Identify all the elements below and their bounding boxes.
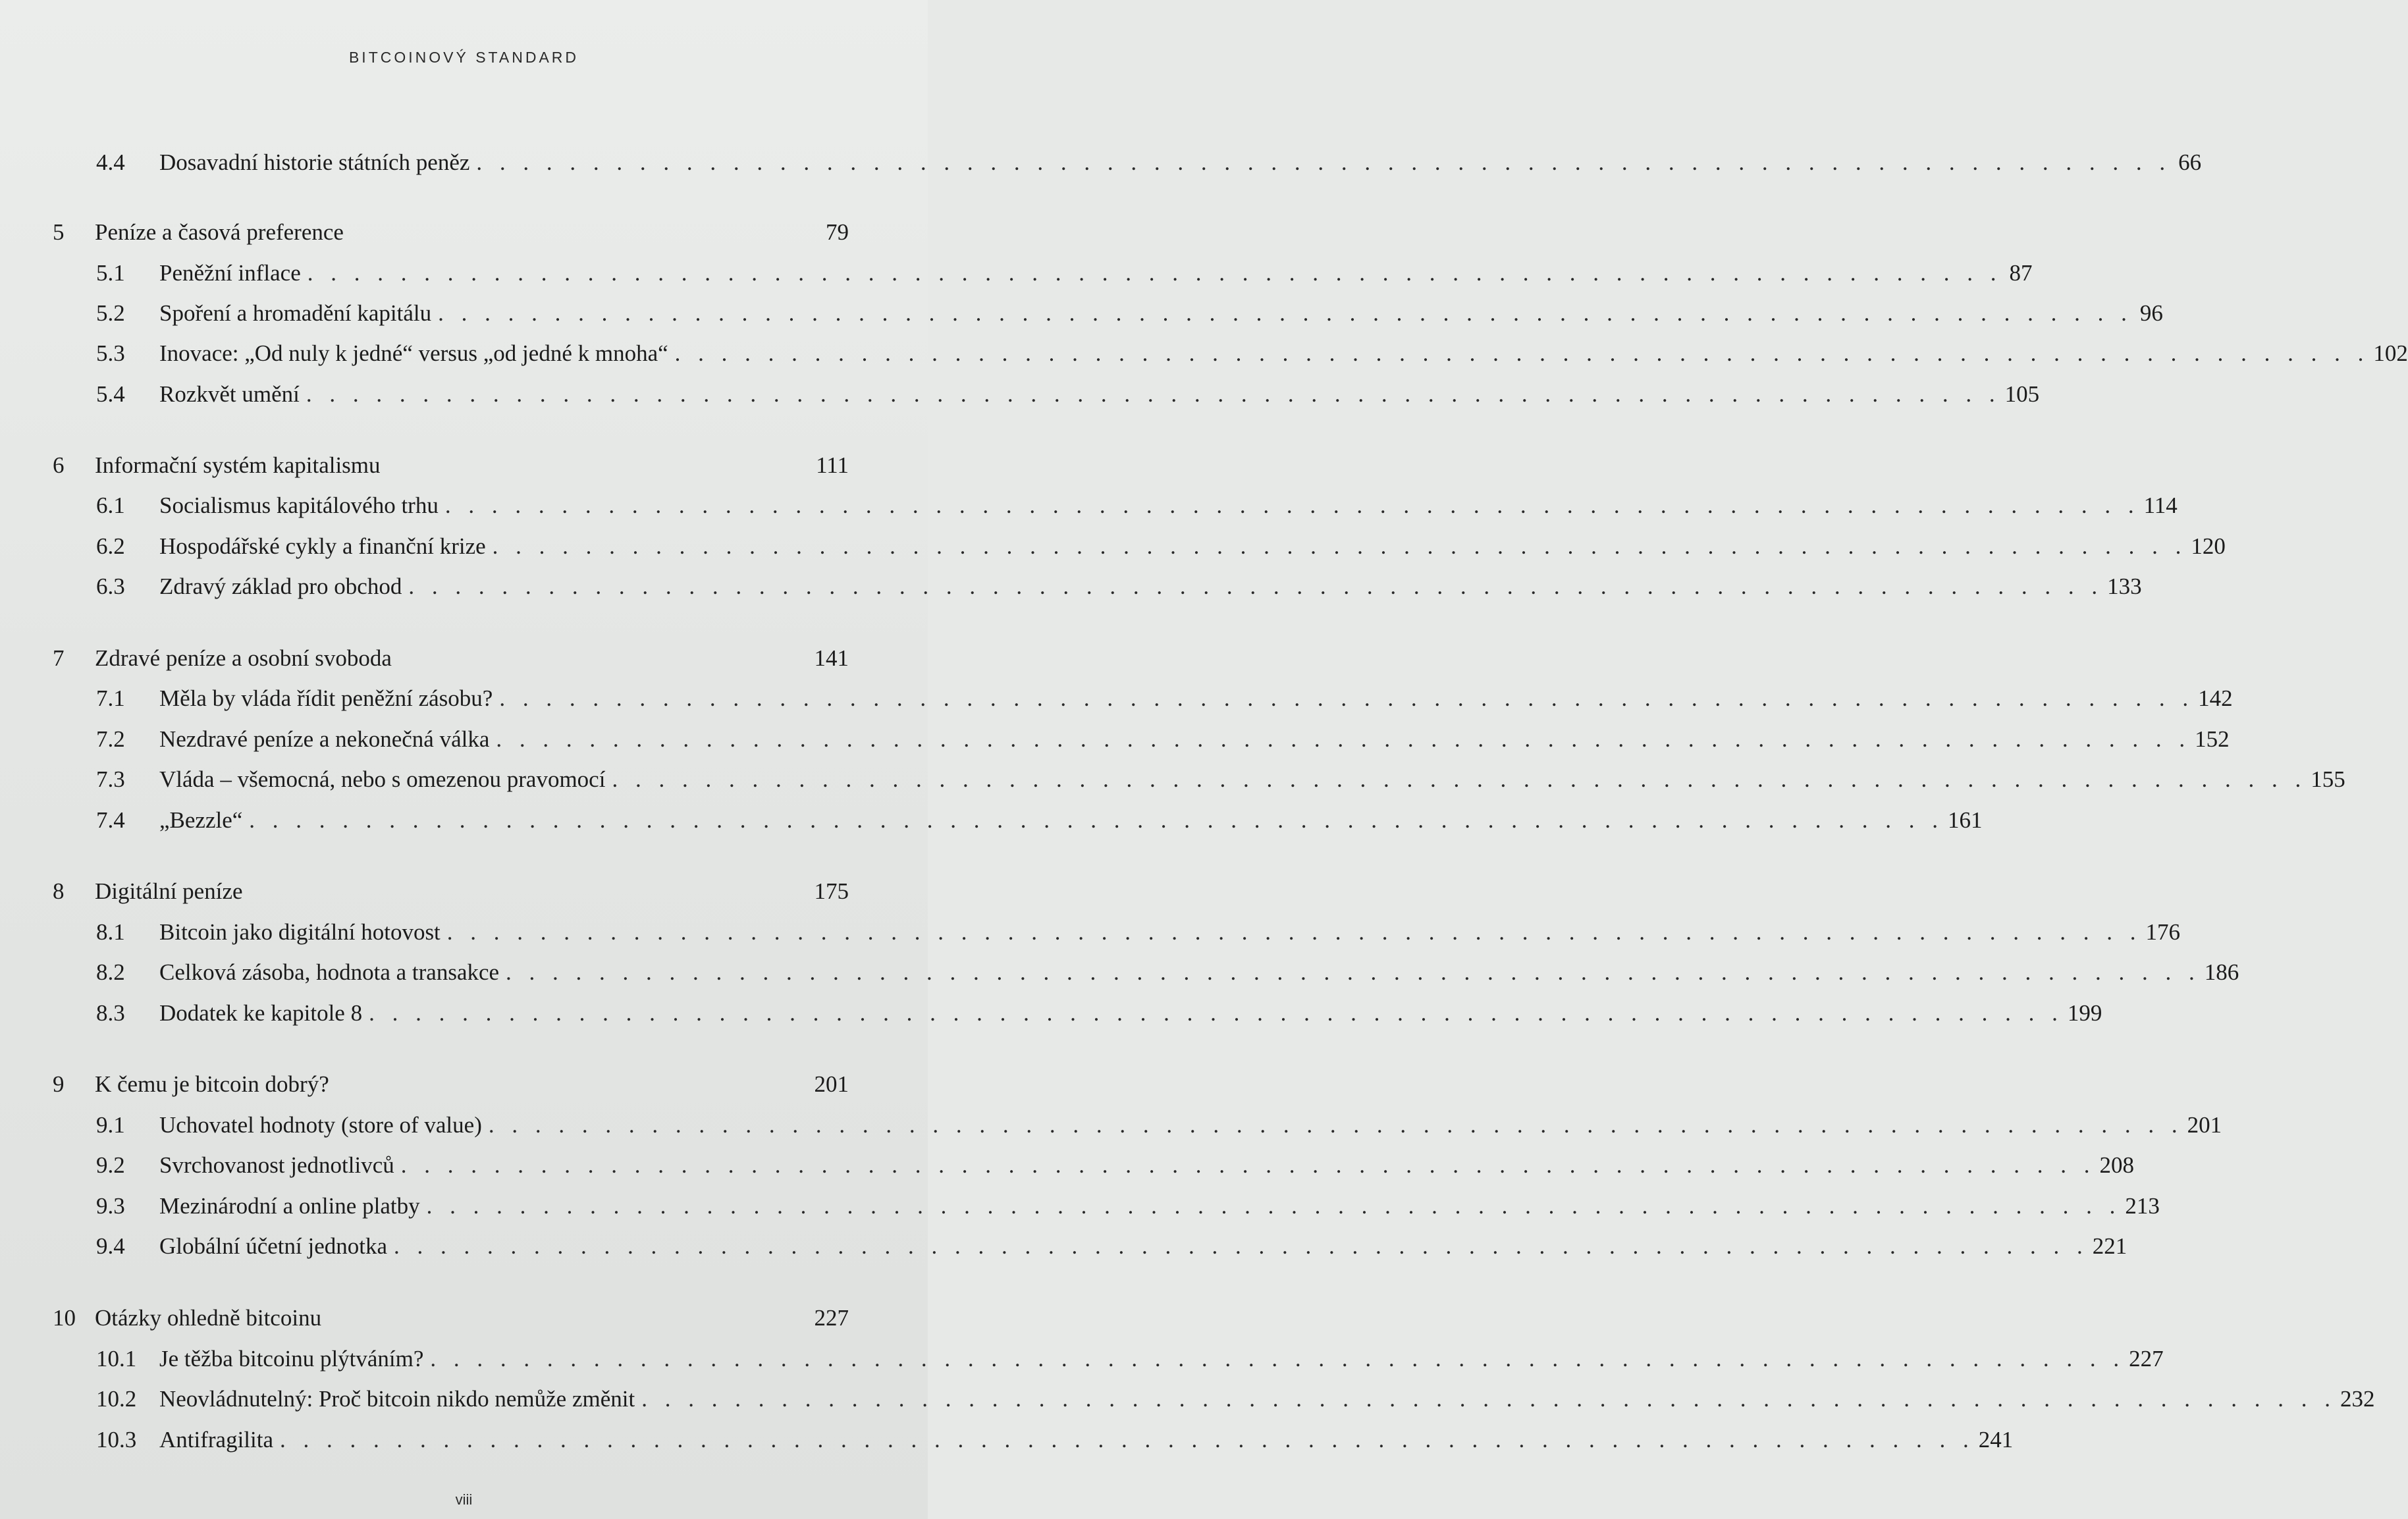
dot-leader — [675, 337, 2370, 370]
toc-entry-title: Globální účetní jednotka — [159, 1233, 388, 1259]
toc-entry-title: Digitální peníze — [95, 878, 243, 904]
toc-entry-number: 6.1 — [96, 493, 125, 518]
toc-entry-number: 10.3 — [96, 1427, 137, 1452]
dot-leader — [506, 956, 2201, 989]
toc-section-entry — [96, 1424, 2014, 1456]
toc-entry-number: 6 — [53, 452, 65, 478]
toc-entry-number: 10.2 — [96, 1386, 137, 1412]
toc-entry-title: Rozkvět umění — [159, 381, 300, 407]
dot-leader — [401, 1149, 2096, 1182]
toc-entry-number: 9.2 — [96, 1152, 125, 1178]
toc-entry-page: 102 — [2373, 340, 2408, 366]
toc-chapter-entry — [53, 875, 849, 908]
toc-entry-title: Nezdravé peníze a nekonečná válka — [159, 726, 490, 752]
dot-leader — [427, 1190, 2122, 1223]
toc-entry-page: 227 — [814, 1305, 849, 1331]
toc-entry-title: Dosavadní historie státních peněz — [159, 149, 470, 175]
toc-chapter-entry — [53, 1068, 849, 1101]
toc-entry-page: 176 — [2145, 919, 2181, 945]
toc-entry-title: Inovace: „Od nuly k jedné“ versus „od jedné k mnoha“ — [159, 340, 668, 366]
toc-entry-title: Zdravé peníze a osobní svoboda — [95, 645, 392, 671]
toc-entry-number: 8.3 — [96, 1000, 125, 1026]
toc-entry-title: Spoření a hromadění kapitálu — [159, 300, 432, 326]
toc-entry-page: 161 — [1948, 807, 1983, 833]
toc-entry-number: 5.1 — [96, 260, 125, 286]
toc-section-entry — [96, 489, 2178, 522]
toc-entry-number: 5 — [53, 219, 65, 245]
toc-entry-number: 8 — [53, 878, 65, 904]
toc-entry-title: Uchovatel hodnoty (store of value) — [159, 1112, 482, 1138]
toc-section-entry — [96, 570, 2142, 603]
toc-entry-page: 79 — [826, 219, 849, 245]
toc-entry-title: „Bezzle“ — [159, 807, 243, 833]
toc-entry-page: 201 — [2187, 1112, 2222, 1138]
toc-entry-page: 213 — [2125, 1193, 2160, 1219]
toc-entry-page: 96 — [2139, 300, 2163, 326]
toc-entry-page: 221 — [2092, 1233, 2127, 1259]
toc-entry-number: 7 — [53, 645, 65, 671]
toc-entry-title: Měla by vláda řídit peněžní zásobu? — [159, 685, 493, 711]
toc-section-entry — [96, 337, 2408, 370]
dot-leader — [249, 804, 1944, 837]
toc-entry-page: 152 — [2195, 726, 2230, 752]
toc-chapter-entry — [53, 216, 849, 249]
dot-leader — [408, 570, 2103, 603]
dot-leader — [496, 723, 2191, 756]
toc-entry-page: 133 — [2107, 573, 2142, 599]
toc-entry-number: 9.3 — [96, 1193, 125, 1219]
toc-section-entry — [96, 1343, 2164, 1375]
toc-entry-title: K čemu je bitcoin dobrý? — [95, 1071, 329, 1097]
toc-section-entry — [96, 997, 2102, 1030]
toc-entry-title: Antifragilita — [159, 1427, 274, 1452]
toc-entry-title: Je těžba bitcoinu plýtváním? — [159, 1346, 424, 1372]
toc-entry-title: Mezinárodní a online platby — [159, 1193, 420, 1219]
dot-leader — [280, 1424, 1975, 1456]
toc-section-entry — [96, 1109, 2222, 1142]
toc-entry-number: 5.4 — [96, 381, 125, 407]
toc-entry-title: Dodatek ke kapitole 8 — [159, 1000, 363, 1026]
dot-leader — [394, 1230, 2089, 1263]
dot-leader — [445, 489, 2140, 522]
toc-entry-title: Vláda – všemocná, nebo s omezenou pravomocí — [159, 766, 606, 792]
toc-section-entry — [96, 804, 1983, 837]
toc-entry-number: 10.1 — [96, 1346, 137, 1372]
toc-entry-page: 141 — [814, 645, 849, 671]
toc-entry-page: 232 — [2340, 1386, 2375, 1412]
page-number: viii — [455, 1491, 473, 1508]
toc-entry-title: Informační systém kapitalismu — [95, 452, 381, 478]
dot-leader — [641, 1383, 2336, 1416]
dot-leader — [369, 997, 2064, 1030]
toc-entry-title: Celková zásoba, hodnota a transakce — [159, 959, 500, 985]
toc-entry-title: Socialismus kapitálového trhu — [159, 493, 439, 518]
toc-entry-page: 111 — [816, 452, 849, 478]
toc-section-entry — [96, 1149, 2135, 1182]
dot-leader — [306, 378, 2001, 411]
toc-section-entry — [96, 257, 2033, 290]
toc-entry-title: Zdravý základ pro obchod — [159, 573, 402, 599]
dot-leader — [476, 146, 2171, 179]
toc-entry-page: 175 — [814, 878, 849, 904]
toc-chapter-entry — [53, 449, 849, 482]
toc-entry-page: 105 — [2004, 381, 2040, 407]
toc-entry-page: 155 — [2311, 766, 2345, 792]
dot-leader — [438, 297, 2133, 330]
dot-leader — [308, 257, 2002, 290]
toc-entry-number: 7.3 — [96, 766, 125, 792]
toc-entry-page: 186 — [2204, 959, 2239, 985]
toc-entry-page: 87 — [2009, 260, 2033, 286]
toc-entry-number: 9.1 — [96, 1112, 125, 1138]
toc-entry-number: 8.1 — [96, 919, 125, 945]
toc-entry-title: Bitcoin jako digitální hotovost — [159, 919, 441, 945]
toc-entry-page: 201 — [814, 1071, 849, 1097]
toc-section-entry — [96, 530, 2226, 563]
toc-entry-page: 241 — [1978, 1427, 2014, 1452]
toc-entry-number: 9 — [53, 1071, 65, 1097]
running-header: BITCOINOVÝ STANDARD — [348, 49, 579, 66]
toc-chapter-entry — [53, 1302, 849, 1335]
toc-entry-page: 142 — [2198, 685, 2233, 711]
toc-section-entry — [96, 763, 2345, 796]
toc-entry-number: 4.4 — [96, 149, 125, 175]
toc-entry-title: Otázky ohledně bitcoinu — [95, 1305, 322, 1331]
toc-section-entry — [96, 1230, 2127, 1263]
toc-entry-title: Neovládnutelný: Proč bitcoin nikdo nemůže změnit — [159, 1386, 635, 1412]
toc-entry-number: 7.4 — [96, 807, 125, 833]
toc-section-entry — [96, 956, 2239, 989]
dot-leader — [612, 763, 2307, 796]
toc-section-entry — [96, 146, 2202, 179]
toc-entry-number: 5.2 — [96, 300, 125, 326]
dot-leader — [447, 916, 2142, 949]
dot-leader — [493, 530, 2187, 563]
toc-entry-number: 6.2 — [96, 533, 125, 559]
toc-entry-number: 8.2 — [96, 959, 125, 985]
toc-entry-page: 227 — [2129, 1346, 2164, 1372]
toc-section-entry — [96, 682, 2233, 715]
dot-leader — [430, 1343, 2125, 1375]
toc-entry-page: 66 — [2178, 149, 2202, 175]
toc-section-entry — [96, 723, 2230, 756]
toc-entry-page: 208 — [2099, 1152, 2135, 1178]
toc-section-entry — [96, 297, 2163, 330]
dot-leader — [489, 1109, 2183, 1142]
toc-entry-number: 6.3 — [96, 573, 125, 599]
toc-entry-title: Hospodářské cykly a finanční krize — [159, 533, 486, 559]
toc-entry-number: 5.3 — [96, 340, 125, 366]
toc-entry-title: Peněžní inflace — [159, 260, 301, 286]
toc-entry-number: 7.1 — [96, 685, 125, 711]
toc-entry-title: Svrchovanost jednotlivců — [159, 1152, 394, 1178]
toc-section-entry — [96, 1383, 2375, 1416]
toc-entry-number: 10 — [53, 1305, 76, 1331]
toc-section-entry — [96, 916, 2181, 949]
toc-entry-page: 120 — [2191, 533, 2226, 559]
toc-entry-title: Peníze a časová preference — [95, 219, 344, 245]
toc-section-entry — [96, 378, 2040, 411]
toc-entry-number: 9.4 — [96, 1233, 125, 1259]
dot-leader — [499, 682, 2194, 715]
toc-entry-number: 7.2 — [96, 726, 125, 752]
toc-section-entry — [96, 1190, 2160, 1223]
toc-chapter-entry — [53, 642, 849, 675]
toc-entry-page: 114 — [2143, 493, 2178, 518]
toc-entry-page: 199 — [2067, 1000, 2102, 1026]
